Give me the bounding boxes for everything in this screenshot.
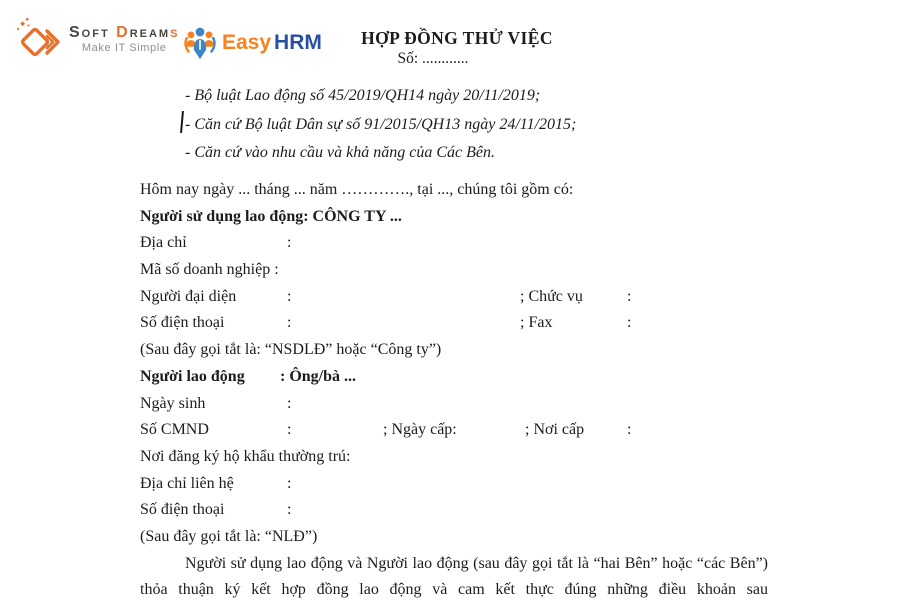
field-colon: : — [627, 421, 632, 439]
softdreams-logo — [14, 16, 179, 62]
easyhrm-people-icon — [181, 23, 219, 61]
text-cursor — [180, 111, 184, 133]
field-phone-employee — [140, 497, 768, 524]
field-colon: : — [287, 314, 292, 332]
field-colon: : — [287, 421, 292, 439]
field-contact-address — [140, 471, 768, 498]
softdreams-tagline: Make IT Simple — [81, 41, 167, 54]
field-id-card — [140, 417, 768, 444]
document-title: HỢP ĐỒNG THỬ VIỆC — [361, 28, 553, 48]
field-phone — [140, 310, 768, 337]
field-address — [140, 230, 768, 257]
citation-line: - Căn cứ vào nhu cầu và khả năng của Các Bên. — [185, 144, 495, 162]
field-label: Số điện thoại — [140, 314, 225, 332]
contract-body — [140, 177, 768, 600]
agreement-paragraph: Người sử dụng lao động và Người lao động (sau đây gọi tắt là “hai Bên” hoặc “các Bên”) thỏa thuận ký kết hợp đồng lao động và cam kết thực đúng những điều khoản sau — [140, 554, 768, 599]
easyhrm-wordmark-easy: Easy — [222, 30, 272, 54]
field-label: Địa chỉ liên hệ — [140, 474, 234, 492]
employee-heading — [140, 364, 768, 391]
intro-line: Hôm nay ngày ... tháng ... năm …………., tại ..., chúng tôi gồm có: — [140, 181, 574, 198]
citation-line: - Bộ luật Lao động số 45/2019/QH14 ngày 20/11/2019; — [185, 87, 541, 104]
employer-heading: Người sử dụng lao động: CÔNG TY ... — [140, 207, 402, 225]
field-dob — [140, 391, 768, 418]
easyhrm-wordmark-hrm: HRM — [274, 30, 322, 54]
field-colon: : — [287, 287, 292, 305]
field-residence: Nơi đăng ký hộ khẩu thường trú: — [140, 447, 351, 465]
note-company-abbreviation: (Sau đây gọi tắt là: “NSDLĐ” hoặc “Công ty”) — [140, 341, 442, 359]
field-representative — [140, 284, 768, 311]
field-label: Ngày sinh — [140, 394, 206, 412]
legal-citations — [185, 82, 576, 168]
field-colon: : — [287, 474, 292, 492]
field-label: Mã số doanh nghiệp : — [140, 261, 279, 279]
field-label-fax: ; Fax — [520, 314, 553, 332]
field-label-position: ; Chức vụ — [520, 287, 583, 305]
field-label: Người đại diện — [140, 287, 237, 305]
softdreams-diamonds-icon — [14, 16, 64, 62]
field-label: Số điện thoại — [140, 501, 225, 519]
field-label: Địa chỉ — [140, 234, 187, 252]
document-number: Số: ............ — [397, 50, 469, 67]
note-employee-abbreviation: (Sau đây gọi tắt là: “NLĐ”) — [140, 527, 318, 545]
field-label: Người lao động — [140, 367, 245, 385]
easyhrm-logo — [181, 23, 322, 61]
field-colon: : — [287, 234, 292, 252]
field-colon: : — [627, 314, 632, 332]
softdreams-wordmark: Soft Dreams — [69, 23, 180, 41]
field-label-issue-date: ; Ngày cấp: — [383, 421, 457, 439]
field-label: Số CMND — [140, 421, 209, 439]
field-colon: : — [627, 287, 632, 305]
field-label-issue-place: ; Nơi cấp — [525, 421, 585, 439]
field-tax-code — [140, 257, 768, 284]
citation-line: - Căn cứ Bộ luật Dân sự số 91/2015/QH13 ngày 24/11/2015; — [185, 115, 577, 133]
field-value: : Ông/bà ... — [280, 367, 357, 385]
field-colon: : — [287, 394, 292, 412]
field-colon: : — [287, 501, 292, 519]
